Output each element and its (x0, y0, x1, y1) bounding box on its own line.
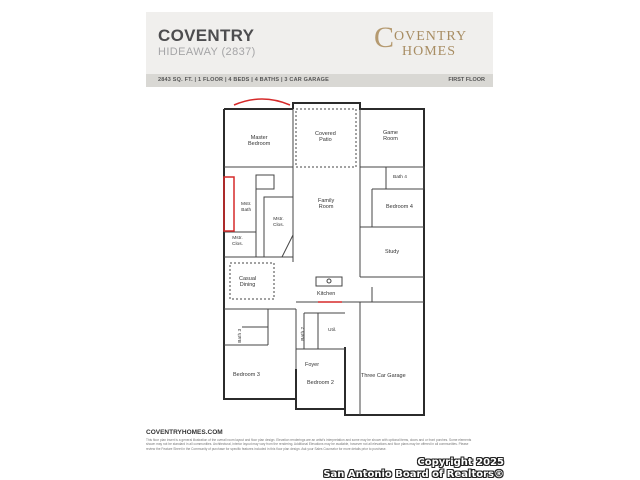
room-kitchen: Kitchen (317, 291, 336, 297)
room-bath-4: Bath 4 (393, 175, 407, 180)
room-family-room: Family Room (318, 198, 335, 211)
room-bedroom-2: Bedroom 2 (307, 380, 334, 386)
plan-specs: 2843 SQ. FT. | 1 FLOOR | 4 BEDS | 4 BATHS | 3 CAR GARAGE (158, 77, 329, 83)
copyright-owner: San Antonio Board of Realtors® (323, 468, 504, 480)
room-mstr-bath: Mstr. Bath (241, 202, 252, 213)
room-covered-patio: Covered Patio (315, 131, 336, 144)
room-master-bedroom: Master Bedroom (248, 135, 271, 148)
room-mstr-clos-left: Mstr. Clos. (232, 236, 243, 247)
logo-line2: HOMES (402, 44, 457, 59)
room-three-car-garage: Three Car Garage (361, 373, 406, 379)
copyright-watermark (323, 457, 504, 480)
logo-initial: C (374, 21, 395, 54)
logo-line1: OVENTRY (394, 29, 468, 44)
room-foyer: Foyer (305, 362, 320, 368)
room-bath-3: Bath 3 (238, 328, 244, 343)
copyright-line: Copyright 2025 (417, 457, 504, 468)
room-game-room: Game Room (383, 130, 398, 143)
plan-title: COVENTRY (158, 26, 255, 45)
room-mstr-clos-right: Mstr. Clos. (273, 217, 284, 228)
floor-label: FIRST FLOOR (448, 77, 485, 83)
floor-plan (146, 87, 493, 424)
website-link[interactable]: COVENTRYHOMES.COM (146, 429, 223, 436)
room-study: Study (385, 249, 400, 255)
spec-bar (146, 74, 493, 87)
room-casual-dining: Casual Dining (239, 276, 257, 289)
coventry-homes-logo (374, 21, 484, 63)
plan-subtitle: HIDEAWAY (2837) (158, 46, 256, 58)
room-bedroom-3: Bedroom 3 (233, 372, 260, 378)
room-bedroom-4: Bedroom 4 (386, 204, 413, 210)
disclaimer-text: This floor plan insert is a general illustration of the overall room layout and floor plan design. Elevation renderings are an artist's interpretation and some may be shown with optional items, doors and or front porches. Some elements shown may not be standard in all communities. Architectural, interior layout may vary from the rendering. Additional Elevations may be available, however not all elevations and floor plans may be offered in all communities. Please review the Feature Sheet in the Community of purchase for specific features included in this floor plan design. Ask your Sales Counselor for more details prior to purchase. (146, 438, 472, 451)
room-util: Util. (328, 328, 337, 333)
room-bath-2: Bath 2 (301, 326, 307, 341)
